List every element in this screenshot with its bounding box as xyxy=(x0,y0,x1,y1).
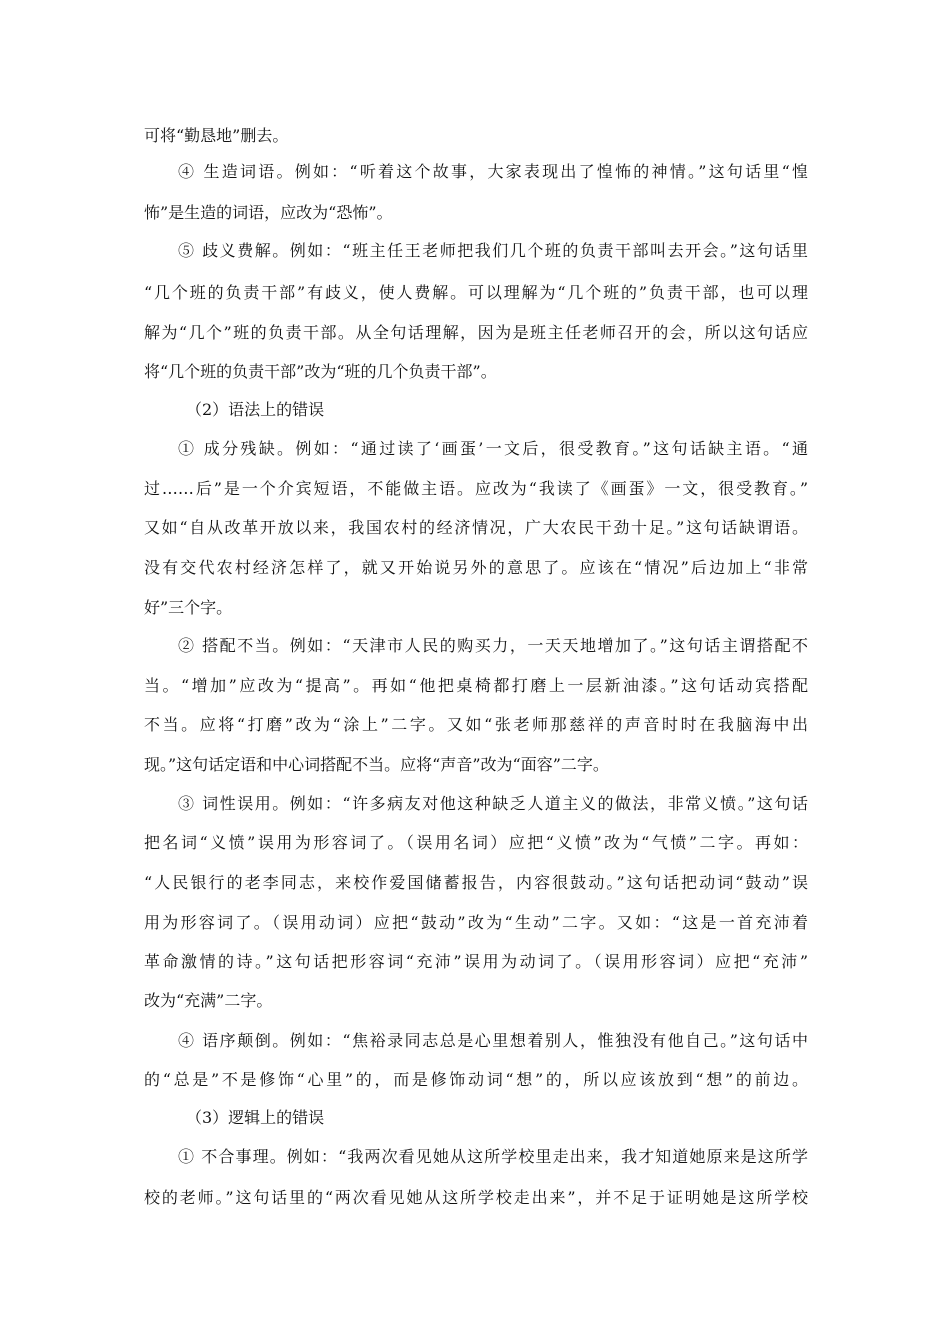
text-line: ④ 生造词语。例如：“听着这个故事，大家表现出了惶怖的神情。”这句话里“惶 xyxy=(178,162,808,181)
text-line: 又如“自从改革开放以来，我国农村的经济情况，广大农民干劲十足。”这句话缺谓语。 xyxy=(144,518,808,537)
text-line: ① 不合事理。例如：“我两次看见她从这所学校里走出来，我才知道她原来是这所学 xyxy=(178,1147,808,1166)
text-line: 没有交代农村经济怎样了，就又开始说另外的意思了。应该在“情况”后边加上“非常 xyxy=(144,558,808,577)
text-line: 可将“勤恳地”删去。 xyxy=(144,126,289,145)
text-line: 校的老师。”这句话里的“两次看见她从这所学校走出来”，并不足于证明她是这所学校 xyxy=(144,1188,808,1207)
text-line: 不当。应将“打磨”改为“涂上”二字。又如“张老师那慈祥的声音时时在我脑海中出 xyxy=(144,715,808,734)
text-line: 解为“几个”班的负责干部。从全句话理解，因为是班主任老师召开的会，所以这句话应 xyxy=(144,323,808,342)
section-heading: （3）逻辑上的错误 xyxy=(186,1108,325,1127)
section-heading: （2）语法上的错误 xyxy=(186,400,325,419)
text-line: ② 搭配不当。例如：“天津市人民的购买力，一天天地增加了。”这句话主谓搭配不 xyxy=(178,636,808,655)
text-line: 现。”这句话定语和中心词搭配不当。应将“声音”改为“面容”二字。 xyxy=(144,755,609,774)
text-line: 当。“增加”应改为“提高”。再如“他把桌椅都打磨上一层新油漆。”这句话动宾搭配 xyxy=(144,676,808,695)
text-line: ③ 词性误用。例如：“许多病友对他这种缺乏人道主义的做法，非常义愤。”这句话 xyxy=(178,794,808,813)
text-line: 将“几个班的负责干部”改为“班的几个负责干部”。 xyxy=(144,362,497,381)
text-line: ④ 语序颠倒。例如：“焦裕录同志总是心里想着别人，惟独没有他自己。”这句话中 xyxy=(178,1031,808,1050)
text-line: 好”三个字。 xyxy=(144,598,233,617)
text-line: ⑤ 歧义费解。例如：“班主任王老师把我们几个班的负责干部叫去开会。”这句话里 xyxy=(178,241,808,260)
text-line: 革命激情的诗。”这句话把形容词“充沛”误用为动词了。（误用形容词）应把“充沛” xyxy=(144,952,808,971)
text-line: “几个班的负责干部”有歧义，使人费解。可以理解为“几个班的”负责干部，也可以理 xyxy=(144,283,808,302)
text-line: 过……后”是一个介宾短语，不能做主语。应改为“我读了《画蛋》一文，很受教育。” xyxy=(144,479,808,498)
text-line: 用为形容词了。（误用动词）应把“鼓动”改为“生动”二字。又如：“这是一首充沛着 xyxy=(144,913,808,932)
text-line: ① 成分残缺。例如：“通过读了‘画蛋’一文后，很受教育。”这句话缺主语。“通 xyxy=(178,439,808,458)
text-line: 把名词“义愤”误用为形容词了。（误用名词）应把“义愤”改为“气愤”二字。再如： xyxy=(144,833,808,852)
text-line: 的“总是”不是修饰“心里”的，而是修饰动词“想”的，所以应该放到“想”的前边。 xyxy=(144,1070,808,1089)
text-line: “人民银行的老李同志，来校作爱国储蓄报告，内容很鼓动。”这句话把动词“鼓动”误 xyxy=(144,873,808,892)
text-line: 改为“充满”二字。 xyxy=(144,991,273,1010)
text-line: 怖”是生造的词语，应改为“恐怖”。 xyxy=(144,203,393,222)
